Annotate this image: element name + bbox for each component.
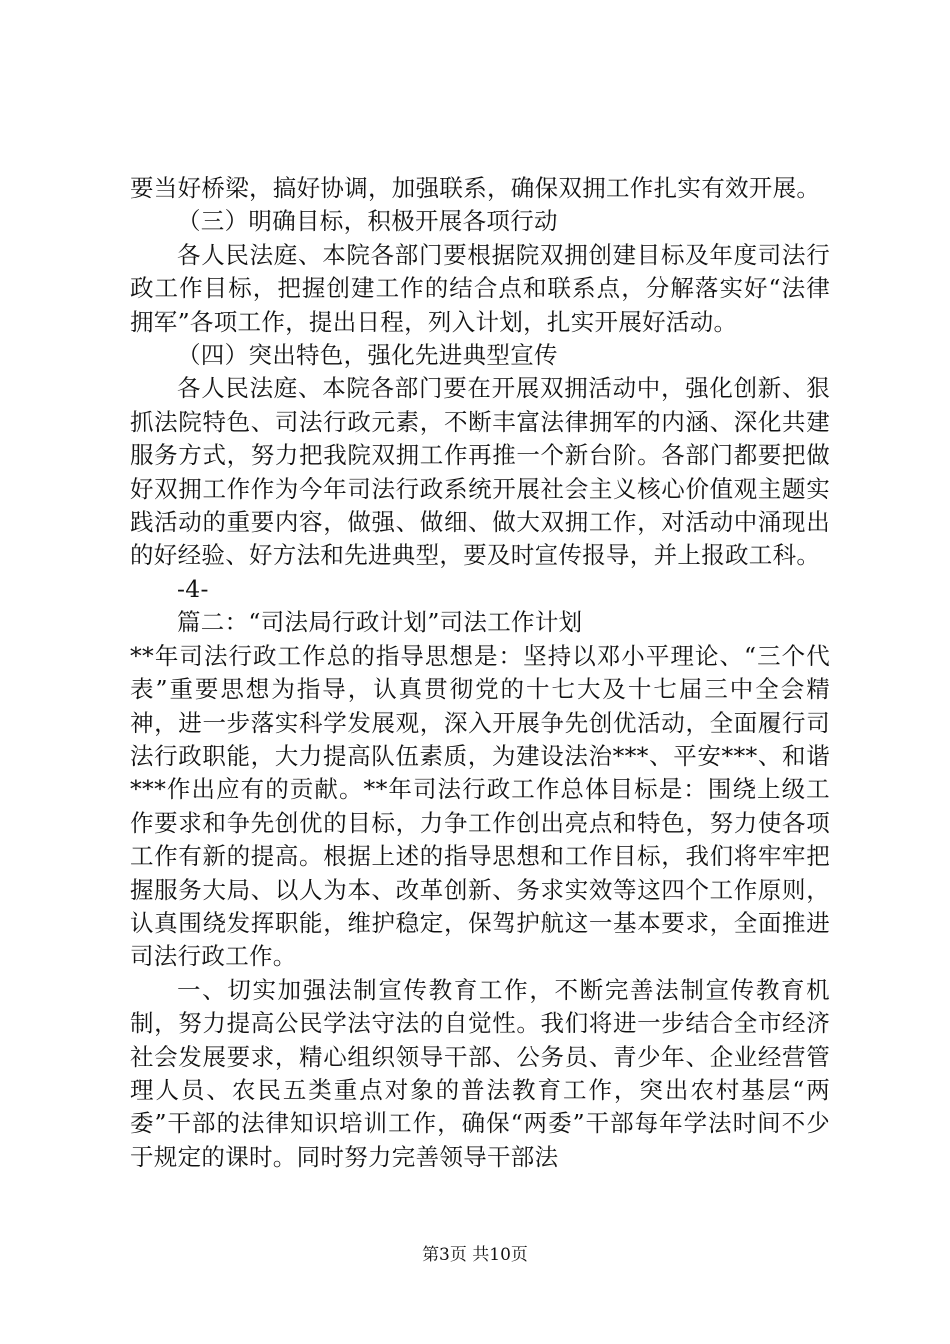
section-heading-4: （四）突出特色，强化先进典型宣传	[177, 341, 558, 370]
section-heading-3: （三）明确目标，积极开展各项行动	[177, 207, 558, 236]
paragraph: **年司法行政工作总的指导思想是：坚持以邓小平理论、“三个代表”重要思想为指导，认真贯彻党的十七大及十七届三中全会精神，进一步落实科学发展观，深入开展争先创优活动，全面履行司法行政职能，大力提高队伍素质，为建设法治***、平安***、和谐***作出应有的贡献。**年司法行政工作总体目标是：围绕上级工作要求和争先创优的目标，力争工作创出亮点和特色，努力使各项工作有新的提高。根据上述的指导思想和工作目标，我们将牢牢把握服务大局、以人为本、改革创新、务求实效等这四个工作原则，认真围绕发挥职能，维护稳定，保驾护航这一基本要求，全面推进司法行政工作。	[130, 641, 830, 971]
chapter-title: 篇二：“司法局行政计划”司法工作计划	[177, 608, 583, 637]
paragraph: 各人民法庭、本院各部门要根据院双拥创建目标及年度司法行政工作目标，把握创建工作的结合点和联系点，分解落实好“法律拥军”各项工作，提出日程，列入计划，扎实开展好活动。	[130, 240, 830, 336]
paragraph: 一、切实加强法制宣传教育工作，不断完善法制宣传教育机制，努力提高公民学法守法的自觉性。我们将进一步结合全市经济社会发展要求，精心组织领导干部、公务员、青少年、企业经营管理人员、农民五类重点对象的普法教育工作，突出农村基层“两委”干部的法律知识培训工作，确保“两委”干部每年学法时间不少于规定的课时。同时努力完善领导干部法	[130, 975, 830, 1171]
document-body	[130, 172, 830, 1174]
paragraph-continuation: 要当好桥梁，搞好协调，加强联系，确保双拥工作扎实有效开展。	[130, 174, 821, 202]
inner-page-number: -4-	[177, 574, 209, 603]
page-footer	[0, 1244, 950, 1266]
paragraph: 各人民法庭、本院各部门要在开展双拥活动中，强化创新、狠抓法院特色、司法行政元素，不断丰富法律拥军的内涵、深化共建服务方式，努力把我院双拥工作再推一个新台阶。各部门都要把做好双拥工作作为今年司法行政系统开展社会主义核心价值观主题实践活动的重要内容，做强、做细、做大双拥工作，对活动中涌现出的好经验、好方法和先进典型，要及时宣传报导，并上报政工科。	[130, 374, 830, 570]
page-number-label: 第3页 共10页	[422, 1245, 528, 1265]
